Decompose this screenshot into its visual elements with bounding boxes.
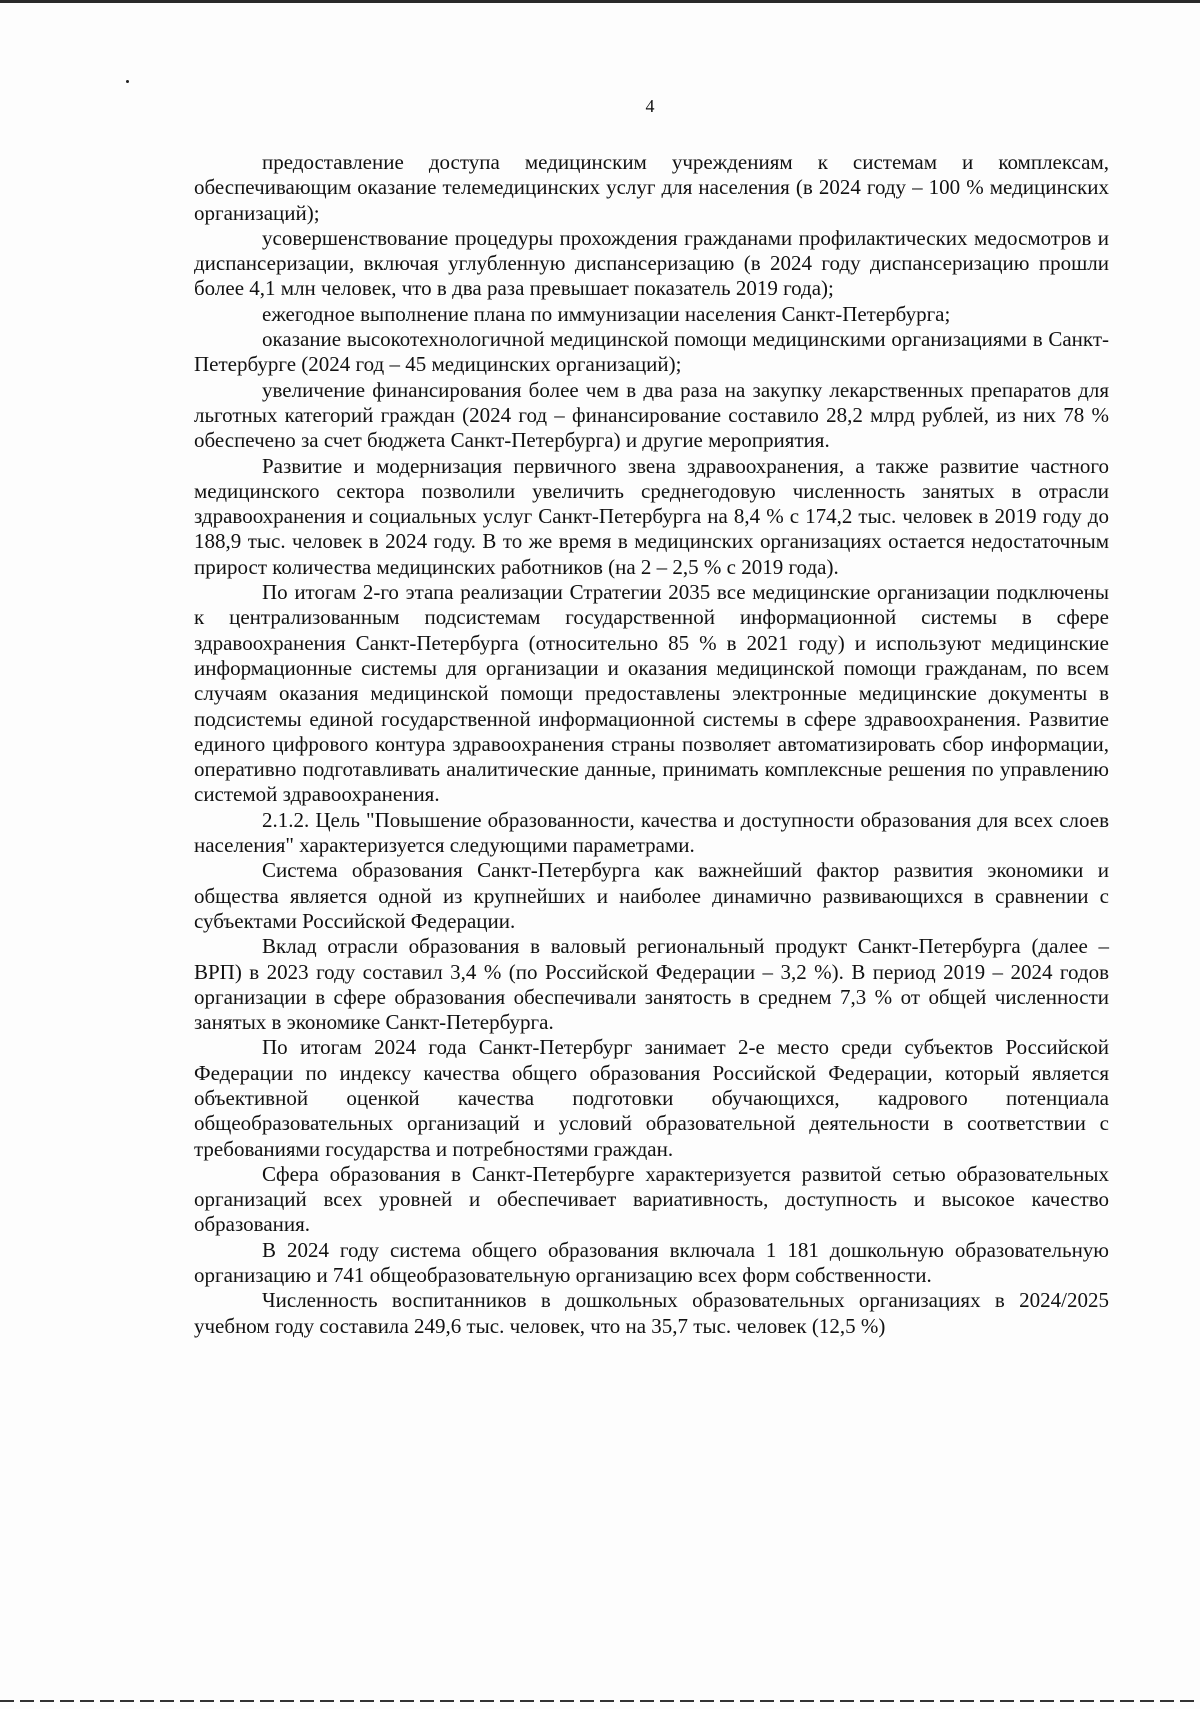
- document-body: [194, 150, 1109, 1339]
- scan-speck: [126, 80, 129, 83]
- paragraph: усовершенствование процедуры прохождения гражданами профилактических медосмотров и диспансеризации, включая углубленную диспансеризацию (в 2024 году диспансеризацию прошли более 4,1 млн человек, что в два раза превышает показатель 2019 года);: [194, 225, 1109, 301]
- paragraph: предоставление доступа медицинским учреждениям к системам и комплексам, обеспечивающим оказание телемедицинских услуг для населения (в 2024 году – 100 % медицинских организаций);: [194, 150, 1109, 225]
- paragraph: Сфера образования в Санкт-Петербурге характеризуется развитой сетью образовательных организаций всех уровней и обеспечивает вариативность, доступность и высокое качество образования.: [194, 1161, 1109, 1237]
- paragraph: оказание высокотехнологичной медицинской помощи медицинскими организациями в Санкт-Петербурге (2024 год – 45 медицинских организаций);: [194, 327, 1109, 377]
- paragraph: В 2024 году система общего образования включала 1 181 дошкольную образовательную организацию и 741 общеобразовательную организацию всех форм собственности.: [194, 1237, 1109, 1288]
- paragraph: По итогам 2024 года Санкт-Петербург занимает 2-е место среди субъектов Российской Федерации по индексу качества общего образования Российской Федерации, который является объективной оценкой качества подготовки обучающихся, кадрового потенциала общеобразовательных организаций и условий образовательной деятельности в соответствии с требованиями государства и потребностями граждан.: [194, 1035, 1109, 1161]
- paragraph: Система образования Санкт-Петербурга как важнейший фактор развития экономики и общества является одной из крупнейших и наиболее динамично развивающихся в сравнении с субъектами Российской Федерации.: [194, 858, 1109, 933]
- section-heading-paragraph: 2.1.2. Цель "Повышение образованности, качества и доступности образования для всех слоев населения" характеризуется следующими параметрами.: [194, 807, 1109, 858]
- paragraph: Численность воспитанников в дошкольных образовательных организациях в 2024/2025 учебном году составила 249,6 тыс. человек, что на 35,7 тыс. человек (12,5 %): [194, 1288, 1109, 1338]
- paragraph: По итогам 2-го этапа реализации Стратегии 2035 все медицинские организации подключены к централизованным подсистемам государственной информационной системы в сфере здравоохранения Санкт-Петербурга (относительно 85 % в 2021 году) и используют медицинские информационные системы для организации и оказания медицинской помощи гражданам, по всем случаям оказания медицинской помощи предоставлены электронные медицинские документы в подсистемы единой государственной информационной системы в сфере здравоохранения. Развитие единого цифрового контура здравоохранения страны позволяет автоматизировать сбор информации, оперативно подготавливать аналитические данные, принимать комплексные решения по управлению системой здравоохранения.: [194, 580, 1109, 807]
- page-number: 4: [645, 96, 655, 116]
- scan-edge-top: [0, 0, 1200, 3]
- paragraph: увеличение финансирования более чем в два раза на закупку лекарственных препаратов для льготных категорий граждан (2024 год – финансирование составило 28,2 млрд рублей, из них 78 % обеспечено за счет бюджета Санкт-Петербурга) и другие мероприятия.: [194, 377, 1109, 453]
- paragraph: Вклад отрасли образования в валовый региональный продукт Санкт-Петербурга (далее – ВРП) в 2023 году составил 3,4 % (по Российской Федерации – 3,2 %). В период 2019 – 2024 годов организации в сфере образования обеспечивали занятость в среднем 7,3 % от общей численности занятых в экономике Санкт-Петербурга.: [194, 934, 1109, 1035]
- paragraph: Развитие и модернизация первичного звена здравоохранения, а также развитие частного медицинского сектора позволили увеличить среднегодовую численность занятых в отрасли здравоохранения и социальных услуг Санкт-Петербурга на 8,4 % с 174,2 тыс. человек в 2019 году до 188,9 тыс. человек в 2024 году. В то же время в медицинских организациях остается недостаточным прирост количества медицинских работников (на 2 – 2,5 % с 2019 года).: [194, 453, 1109, 579]
- scan-edge-bottom: [0, 1700, 1200, 1702]
- paragraph: ежегодное выполнение плана по иммунизации населения Санкт-Петербурга;: [262, 301, 951, 326]
